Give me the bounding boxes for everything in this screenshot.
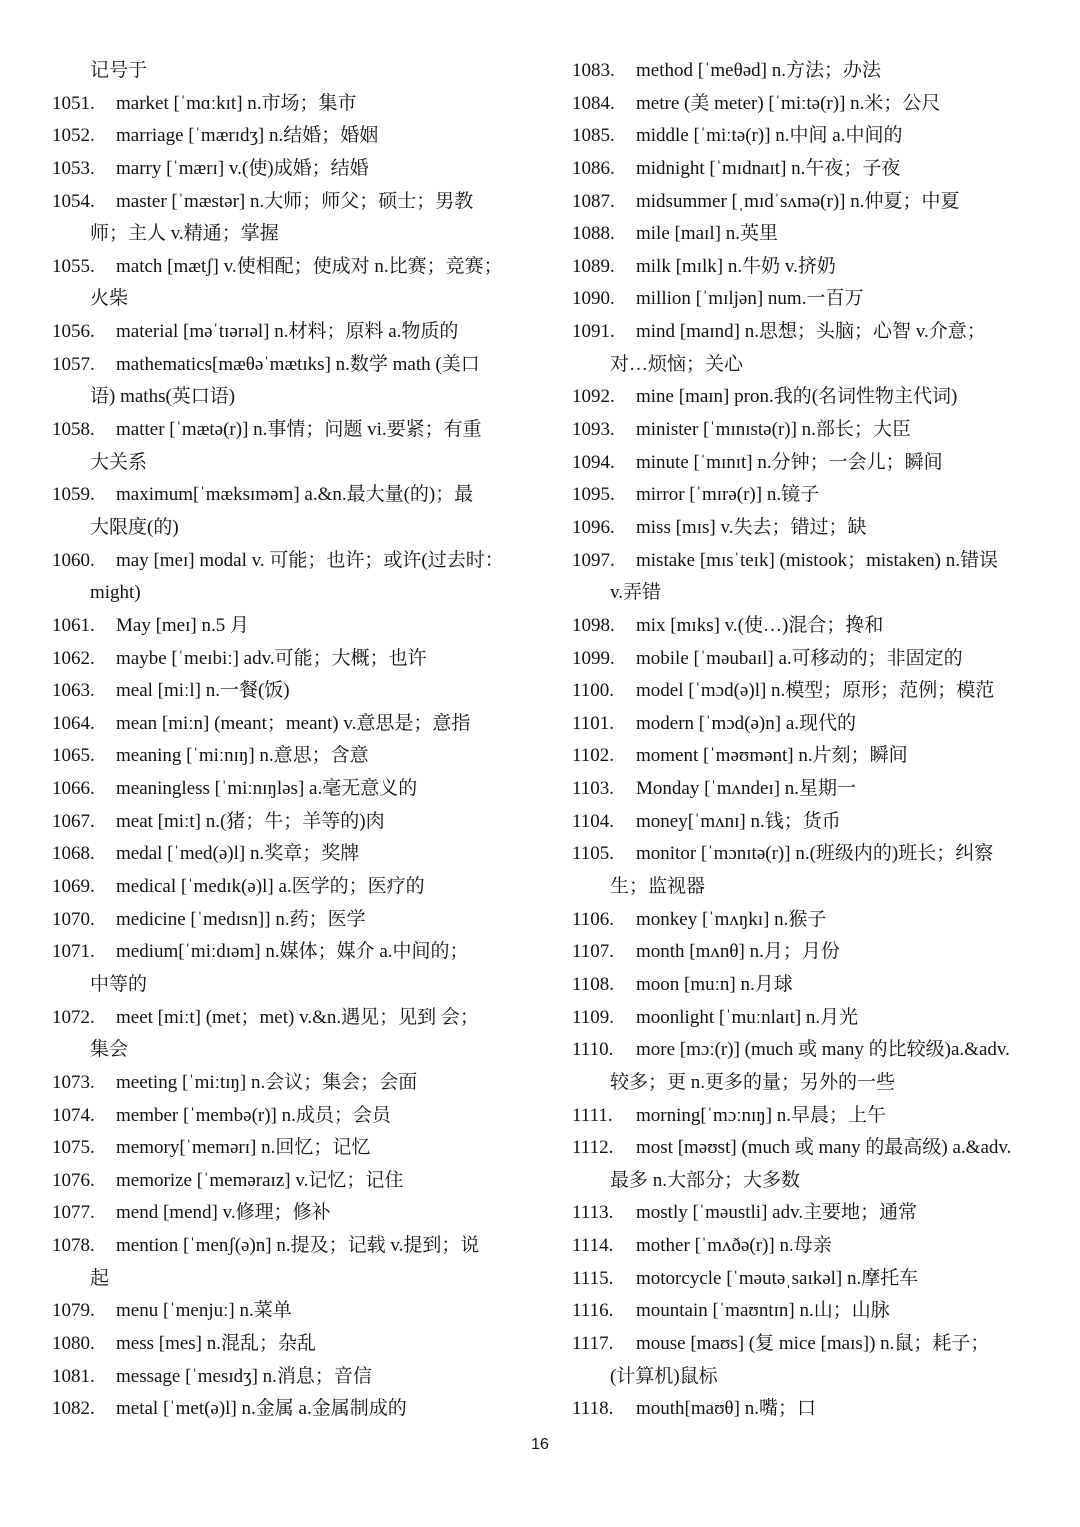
vocab-entry [52,643,520,676]
entry-number: 1078. [52,1235,95,1257]
entry-number: 1073. [52,1071,95,1093]
vocab-entry [52,316,520,349]
entry-text: more [mɔː(r)] (much 或 many 的比较级)a.&adv. [636,1039,1010,1061]
vocab-entry [52,186,520,219]
vocab-entry [572,447,1040,480]
entry-number: 1053. [52,157,95,179]
vocab-entry [52,1295,520,1328]
entry-number: 1115. [572,1267,614,1289]
entry-text: mirror [ˈmɪrə(r)] n.镜子 [636,484,820,506]
entry-number: 1101. [572,712,615,734]
vocab-entry [52,1393,520,1426]
vocab-entry [572,1197,1040,1230]
entry-number: 1065. [52,745,95,767]
entry-text: mistake [mɪsˈteɪk] (mistook；mistaken) n.错误 [636,549,999,571]
entry-number: 1069. [52,876,95,898]
vocab-entry-continuation [52,381,520,414]
vocab-entry-continuation [52,55,520,88]
entry-text: 最多 n.大部分；大多数 [610,1169,801,1191]
vocab-entry-continuation [52,969,520,1002]
vocab-entry [52,88,520,121]
entry-text: month [mʌnθ] n.月；月份 [636,941,840,963]
entry-number: 1118. [572,1398,614,1420]
entry-text: medical [ˈmedɪk(ə)l] a.医学的；医疗的 [116,876,425,898]
entry-text: memory[ˈmemərɪ] n.回忆；记忆 [116,1137,371,1159]
entry-text: motorcycle [ˈməutəˌsaɪkəl] n.摩托车 [636,1267,919,1289]
entry-number: 1112. [572,1137,614,1159]
entry-text: maybe [ˈmeɪbiː] adv.可能；大概；也许 [116,647,427,669]
vocab-entry [572,904,1040,937]
vocab-entry [572,1263,1040,1296]
entry-text: memorize [ˈmeməraɪz] v.记忆；记住 [116,1169,404,1191]
entry-number: 1057. [52,353,95,375]
vocab-entry [572,1100,1040,1133]
vocab-entry [52,936,520,969]
entry-text: mile [maɪl] n.英里 [636,223,778,245]
vocab-entry [52,1328,520,1361]
entry-text: mean [miːn] (meant；meant) v.意思是；意指 [116,712,471,734]
vocab-entry [572,708,1040,741]
vocab-entry [52,1197,520,1230]
vocab-entry [572,316,1040,349]
entry-number: 1093. [572,419,615,441]
vocab-entry [52,251,520,284]
vocab-entry [572,512,1040,545]
entry-text: 记号于 [90,60,148,81]
vocab-entry-continuation [572,871,1040,904]
entry-number: 1063. [52,680,95,702]
entry-number: 1052. [52,125,95,147]
entry-text: matter [ˈmætə(r)] n.事情；问题 vi.要紧；有重 [116,419,482,441]
entry-text: member [ˈmembə(r)] n.成员；会员 [116,1104,391,1126]
vocab-entry [52,773,520,806]
entry-text: meet [miːt] (met；met) v.&n.遇见；见到 会； [116,1006,479,1028]
vocab-entry [572,153,1040,186]
entry-text: menu [ˈmenjuː] n.菜单 [116,1300,292,1322]
entry-number: 1059. [52,484,95,506]
left-word-column [52,55,520,1426]
entry-number: 1091. [572,321,615,343]
entry-text: million [ˈmɪljən] num.一百万 [636,288,864,310]
entry-text: market [ˈmɑːkɪt] n.市场；集市 [116,92,357,114]
entry-text: miss [mɪs] v.失去；错过；缺 [636,516,867,538]
entry-text: 中等的 [90,973,148,995]
entry-text: mouse [maʊs] (复 mice [maɪs]) n.鼠；耗子； [636,1332,990,1354]
entry-text: mend [mend] v.修理；修补 [116,1202,331,1224]
vocab-entry [572,1034,1040,1067]
entry-number: 1077. [52,1202,95,1224]
entry-number: 1087. [572,190,615,212]
entry-number: 1056. [52,321,95,343]
vocab-entry [572,643,1040,676]
entry-text: minute [ˈmɪnɪt] n.分钟；一会儿；瞬间 [636,451,943,473]
vocab-entry [52,545,520,578]
entry-number: 1079. [52,1300,95,1322]
entry-number: 1071. [52,941,95,963]
vocab-entry [52,871,520,904]
entry-number: 1107. [572,941,615,963]
entry-number: 1076. [52,1169,95,1191]
entry-text: monitor [ˈmɔnɪtə(r)] n.(班级内的)班长；纠察 [636,843,994,865]
vocab-entry [572,773,1040,806]
vocab-entry [52,806,520,839]
entry-number: 1092. [572,386,615,408]
entry-number: 1051. [52,92,95,114]
entry-number: 1070. [52,908,95,930]
vocab-entry [572,414,1040,447]
right-word-column [572,55,1040,1426]
entry-text: mountain [ˈmaʊntɪn] n.山；山脉 [636,1300,890,1322]
entry-text: mobile [ˈməubaɪl] a.可移动的；非固定的 [636,647,963,669]
entry-text: 语) maths(英口语) [90,386,236,408]
entry-number: 1054. [52,190,95,212]
entry-text: 生；监视器 [610,876,706,898]
entry-number: 1117. [572,1332,614,1354]
entry-text: medium[ˈmiːdɪəm] n.媒体；媒介 a.中间的； [116,941,469,963]
vocab-entry [52,1100,520,1133]
entry-number: 1104. [572,810,615,832]
vocab-entry-continuation [572,1067,1040,1100]
entry-text: middle [ˈmiːtə(r)] n.中间 a.中间的 [636,125,903,147]
entry-number: 1116. [572,1300,614,1322]
entry-number: 1090. [572,288,615,310]
entry-number: 1074. [52,1104,95,1126]
entry-text: might) [90,582,141,604]
entry-text: money[ˈmʌnɪ] n.钱；货币 [636,810,841,832]
entry-number: 1088. [572,223,615,245]
entry-number: 1068. [52,843,95,865]
vocab-entry [572,969,1040,1002]
entry-number: 1111. [572,1104,613,1126]
entry-text: 大关系 [90,451,148,473]
entry-text: 集会 [90,1039,129,1061]
entry-number: 1105. [572,843,615,865]
entry-text: Monday [ˈmʌndeɪ] n.星期一 [636,778,857,800]
vocab-entry [572,1393,1040,1426]
entry-text: moonlight [ˈmuːnlaɪt] n.月光 [636,1006,859,1028]
vocab-entry [52,610,520,643]
vocab-entry [572,1328,1040,1361]
vocab-entry [52,904,520,937]
vocab-entry-continuation [52,447,520,480]
entry-number: 1095. [572,484,615,506]
entry-text: monkey [ˈmʌŋkɪ] n.猴子 [636,908,827,930]
entry-text: marriage [ˈmærɪdʒ] n.结婚；婚姻 [116,125,379,147]
vocab-entry [52,120,520,153]
entry-number: 1084. [572,92,615,114]
entry-text: meeting [ˈmiːtɪŋ] n.会议；集会；会面 [116,1071,418,1093]
entry-text: may [meɪ] modal v. 可能；也许；或许(过去时： [116,549,504,571]
entry-number: 1103. [572,778,615,800]
entry-number: 1100. [572,680,615,702]
vocab-entry [572,88,1040,121]
vocab-entry [572,936,1040,969]
vocab-entry-continuation [572,1165,1040,1198]
entry-text: 对…烦恼；关心 [610,353,744,375]
vocab-entry [52,1361,520,1394]
entry-text: mostly [ˈməustli] adv.主要地；通常 [636,1202,918,1224]
vocab-entry [52,1132,520,1165]
vocab-entry [572,283,1040,316]
vocab-entry-continuation [52,1263,520,1296]
vocab-entry [572,381,1040,414]
vocab-entry [572,545,1040,578]
entry-text: minister [ˈmɪnɪstə(r)] n.部长；大臣 [636,419,911,441]
entry-number: 1098. [572,614,615,636]
entry-text: match [mætʃ] v.使相配；使成对 n.比赛；竞赛； [116,255,503,277]
entry-text: mine [maɪn] pron.我的(名词性物主代词) [636,386,958,408]
vocab-entry-continuation [52,1034,520,1067]
entry-text: mother [ˈmʌðə(r)] n.母亲 [636,1235,832,1257]
vocab-entry [572,186,1040,219]
vocab-entry [52,708,520,741]
entry-text: modern [ˈmɔd(ə)n] a.现代的 [636,712,857,734]
vocab-entry-continuation [572,577,1040,610]
entry-text: model [ˈmɔd(ə)l] n.模型；原形；范例；模范 [636,680,995,702]
entry-number: 1058. [52,419,95,441]
entry-text: (计算机)鼠标 [610,1365,718,1387]
entry-number: 1083. [572,60,615,81]
entry-text: meal [miːl] n.一餐(饭) [116,680,290,702]
vocab-entry [52,838,520,871]
entry-number: 1062. [52,647,95,669]
vocab-entry [572,806,1040,839]
entry-text: metre (美 meter) [ˈmiːtə(r)] n.米；公尺 [636,92,941,114]
entry-text: method [ˈmeθəd] n.方法；办法 [636,60,881,81]
entry-number: 1114. [572,1235,614,1257]
vocab-entry [572,120,1040,153]
vocab-entry [52,675,520,708]
vocab-entry [572,1295,1040,1328]
vocab-entry [52,153,520,186]
entry-number: 1099. [572,647,615,669]
entry-text: 起 [90,1267,110,1289]
vocab-entry [52,1067,520,1100]
vocab-entry [52,414,520,447]
entry-text: 大限度(的) [90,516,179,538]
entry-number: 1109. [572,1006,615,1028]
entry-number: 1086. [572,157,615,179]
entry-text: medal [ˈmed(ə)l] n.奖章；奖牌 [116,843,360,865]
vocab-entry [572,251,1040,284]
entry-text: message [ˈmesɪdʒ] n.消息；音信 [116,1365,372,1387]
entry-number: 1061. [52,614,95,636]
vocab-entry [572,479,1040,512]
entry-number: 1110. [572,1039,614,1061]
entry-text: mathematics[mæθəˈmætɪks] n.数学 math (美口 [116,353,480,375]
entry-text: maximum[ˈmæksɪməm] a.&n.最大量(的)；最 [116,484,474,506]
entry-number: 1066. [52,778,95,800]
vocab-entry [52,1002,520,1035]
entry-text: master [ˈmæstər] n.大师；师父；硕士；男教 [116,190,474,212]
entry-text: moon [muːn] n.月球 [636,973,793,995]
vocab-entry [572,218,1040,251]
entry-text: milk [mɪlk] n.牛奶 v.挤奶 [636,255,836,277]
entry-number: 1106. [572,908,615,930]
vocab-entry [52,349,520,382]
entry-text: v.弄错 [610,582,662,604]
entry-number: 1064. [52,712,95,734]
entry-text: moment [ˈməʊmənt] n.片刻；瞬间 [636,745,908,767]
vocab-entry [52,740,520,773]
vocab-entry [572,610,1040,643]
entry-number: 1060. [52,549,95,571]
entry-text: mind [maɪnd] n.思想；头脑；心智 v.介意； [636,321,986,343]
entry-text: meaningless [ˈmiːnɪŋləs] a.毫无意义的 [116,778,418,800]
vocab-entry-continuation [52,218,520,251]
entry-text: mess [mes] n.混乱；杂乱 [116,1332,317,1354]
vocab-entry-continuation [52,283,520,316]
entry-number: 1108. [572,973,615,995]
entry-text: meat [miːt] n.(猪；牛；羊等的)肉 [116,810,385,832]
entry-number: 1085. [572,125,615,147]
entry-number: 1102. [572,745,615,767]
entry-text: most [məʊst] (much 或 many 的最高级) a.&adv. [636,1137,1012,1159]
entry-text: mouth[maʊθ] n.嘴；口 [636,1398,816,1420]
vocab-entry [572,1230,1040,1263]
vocab-entry [52,1165,520,1198]
entry-number: 1080. [52,1332,95,1354]
entry-text: 火柴 [90,288,129,310]
entry-text: 较多；更 n.更多的量；另外的一些 [610,1071,896,1093]
vocab-entry [572,740,1040,773]
entry-text: midsummer [ˌmɪdˈsʌmə(r)] n.仲夏；中夏 [636,190,960,212]
vocab-entry-continuation [572,349,1040,382]
vocab-entry [52,1230,520,1263]
vocab-entry-continuation [52,577,520,610]
entry-text: May [meɪ] n.5 月 [116,614,249,636]
entry-text: 师；主人 v.精通；掌握 [90,223,279,245]
entry-text: mix [mɪks] v.(使…)混合；搀和 [636,614,884,636]
entry-text: material [məˈtɪərɪəl] n.材料；原料 a.物质的 [116,321,459,343]
entry-text: marry [ˈmærɪ] v.(使)成婚；结婚 [116,157,369,179]
entry-text: midnight [ˈmɪdnaɪt] n.午夜；子夜 [636,157,901,179]
vocab-entry [52,479,520,512]
entry-number: 1113. [572,1202,614,1224]
vocab-entry [572,1132,1040,1165]
entry-number: 1067. [52,810,95,832]
entry-number: 1072. [52,1006,95,1028]
entry-text: morning[ˈmɔːnɪŋ] n.早晨；上午 [636,1104,887,1126]
vocab-entry-continuation [572,1361,1040,1394]
vocab-entry [572,838,1040,871]
entry-number: 1096. [572,516,615,538]
entry-number: 1097. [572,549,615,571]
vocab-entry [572,1002,1040,1035]
entry-text: medicine [ˈmedɪsn]] n.药；医学 [116,908,366,930]
entry-number: 1055. [52,255,95,277]
page-number: 16 [531,1436,549,1453]
entry-number: 1082. [52,1398,95,1420]
entry-text: meaning [ˈmiːnɪŋ] n.意思；含意 [116,745,369,767]
vocab-entry [572,675,1040,708]
vocab-entry-continuation [52,512,520,545]
entry-number: 1081. [52,1365,95,1387]
entry-text: metal [ˈmet(ə)l] n.金属 a.金属制成的 [116,1398,407,1420]
entry-text: mention [ˈmenʃ(ə)n] n.提及；记载 v.提到；说 [116,1235,480,1257]
entry-number: 1075. [52,1137,95,1159]
entry-number: 1094. [572,451,615,473]
vocab-entry [572,55,1040,88]
entry-number: 1089. [572,255,615,277]
